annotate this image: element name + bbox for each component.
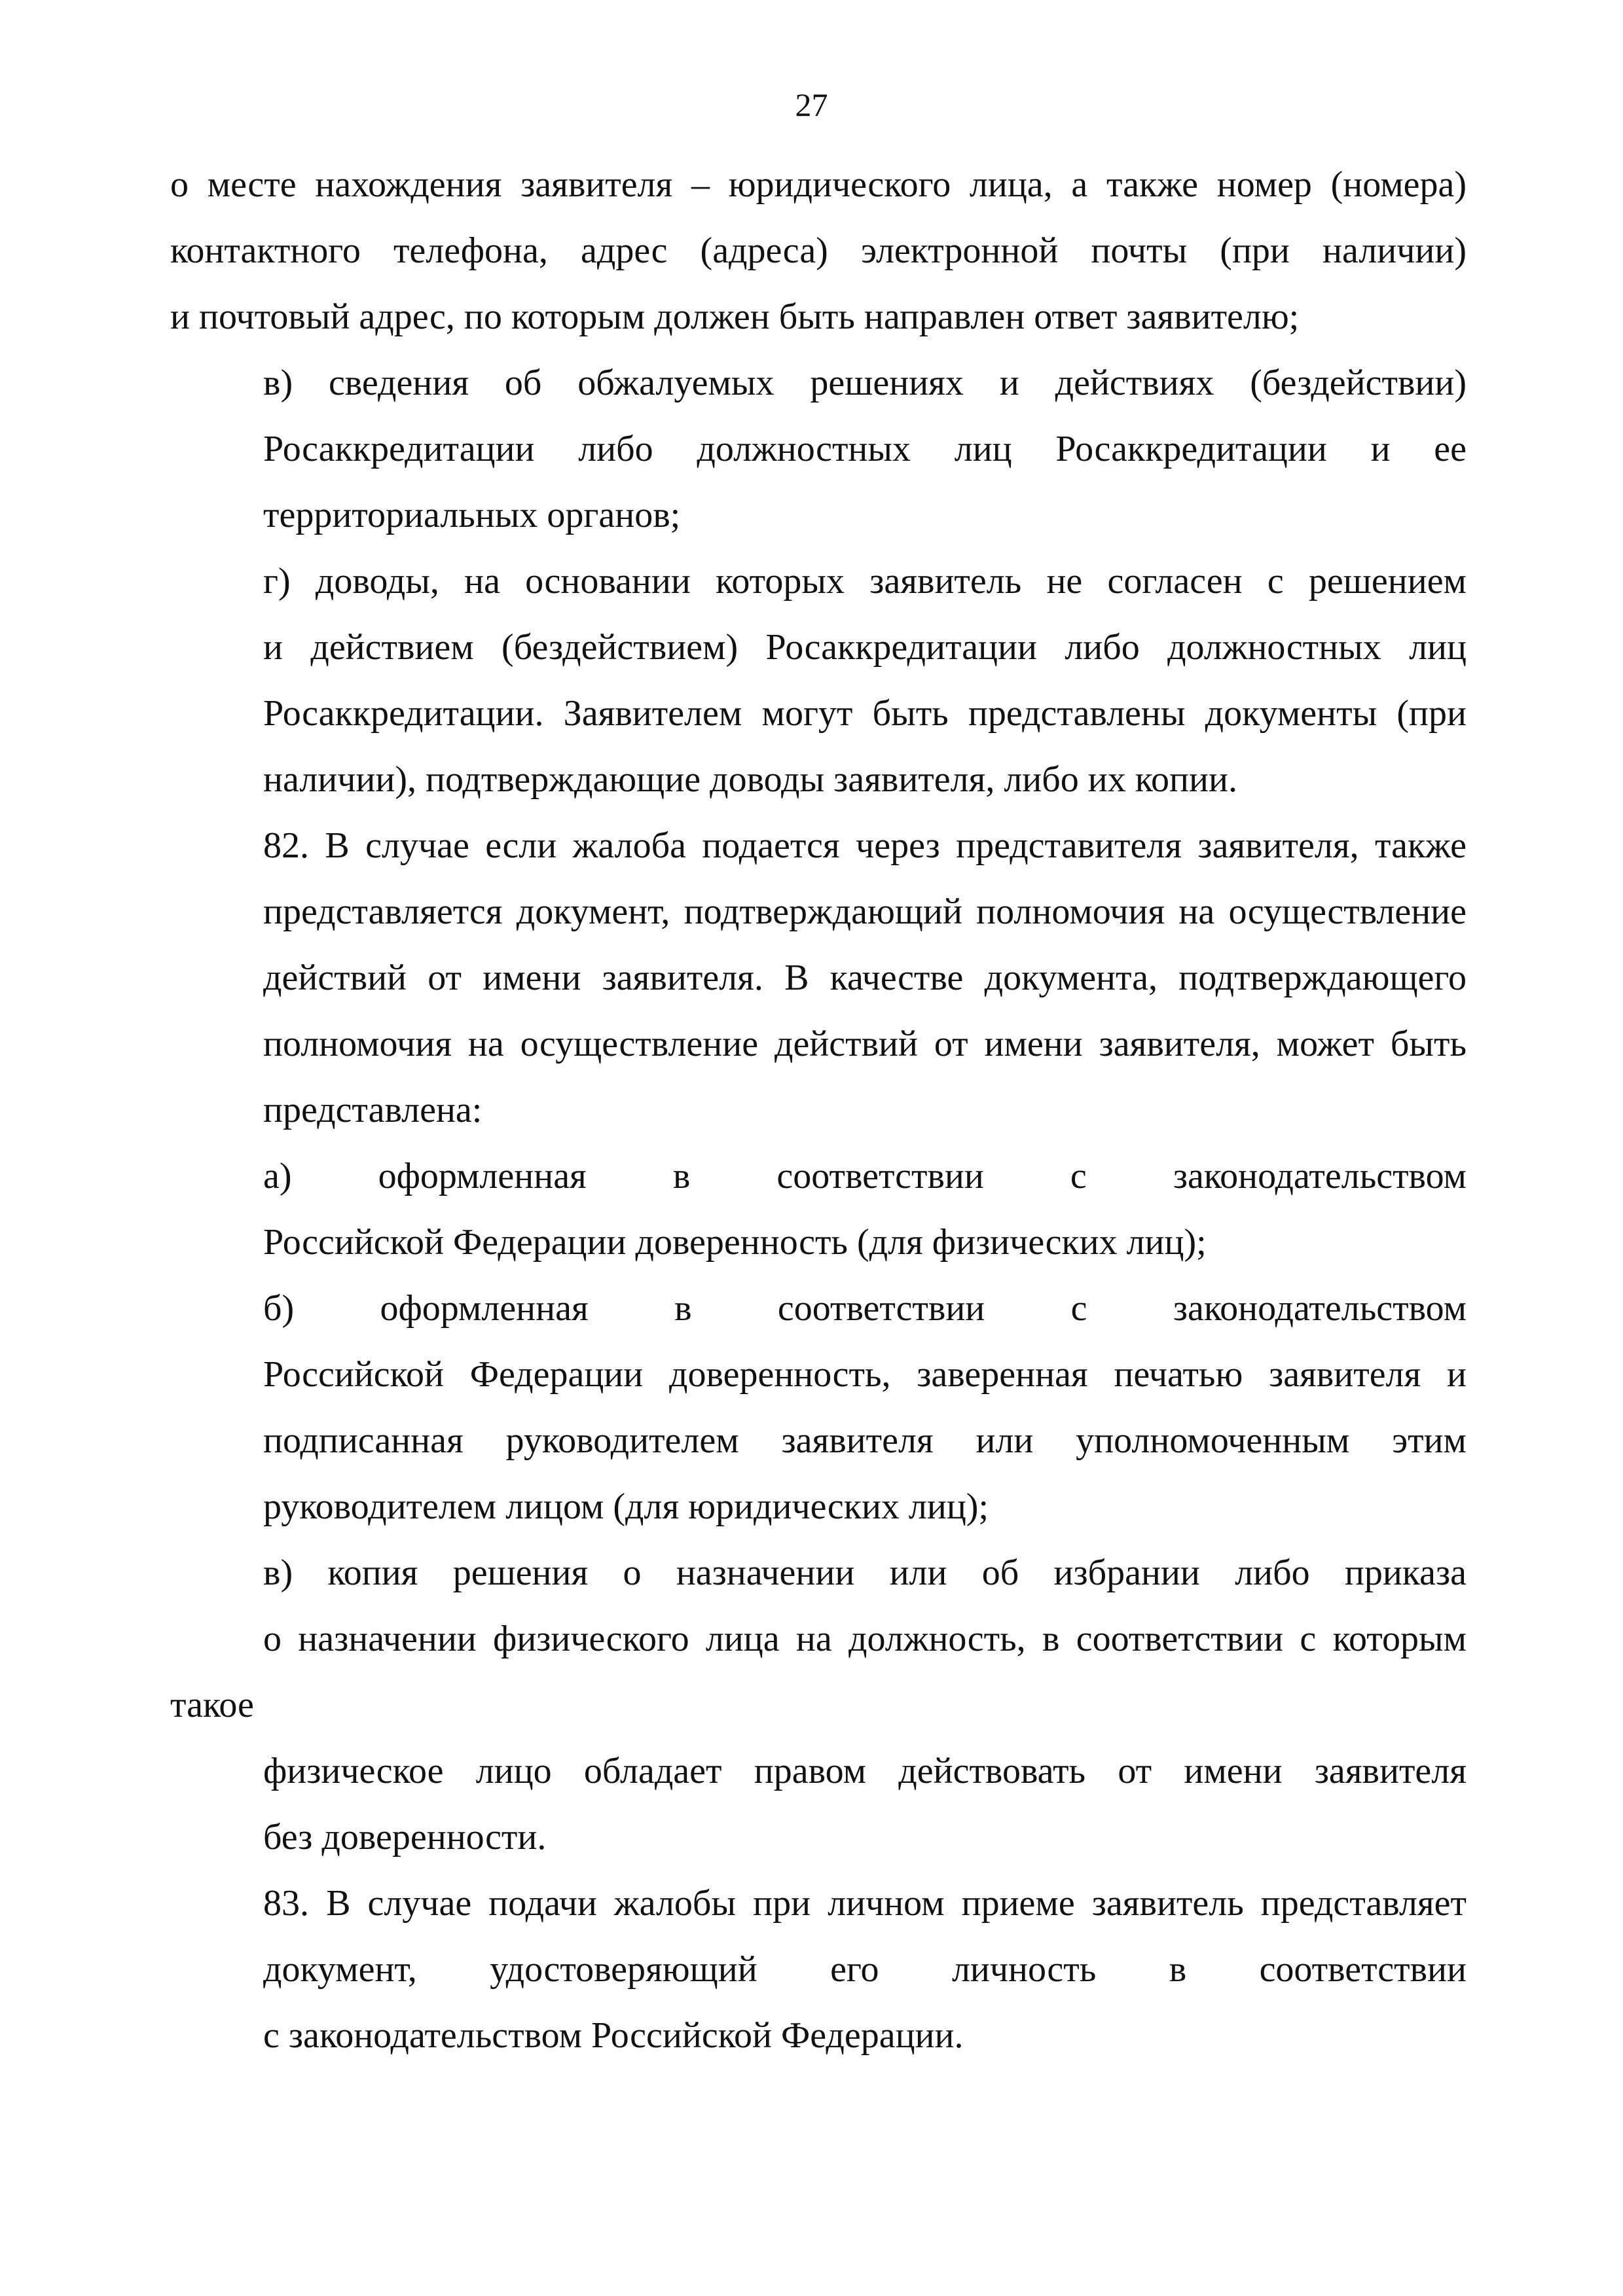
text-line: а) оформленная в соответствии с законодательством	[263, 1156, 1467, 1196]
page-number: 27	[795, 86, 828, 123]
text-line: без доверенности.	[263, 1817, 547, 1857]
text-line: 82. В случае если жалоба подается через представителя заявителя, также	[263, 825, 1467, 866]
text-line: территориальных органов;	[263, 495, 681, 535]
text-line: Российской Федерации доверенность (для физических лиц);	[263, 1222, 1207, 1263]
text-line: подписанная руководителем заявителя или уполномоченным этим	[263, 1420, 1467, 1461]
paragraph-item-a-power-of-attorney	[170, 1143, 1467, 1276]
text-line: физическое лицо обладает правом действовать от имени заявителя	[263, 1751, 1467, 1791]
text-line: руководителем лицом (для юридических лиц);	[263, 1486, 989, 1527]
text-line: полномочия на осуществление действий от имени заявителя, может быть	[263, 1024, 1467, 1064]
text-line: наличии), подтверждающие доводы заявителя, либо их копии.	[263, 759, 1237, 800]
text-line: Росаккредитации либо должностных лиц Росаккредитации и ее	[263, 429, 1467, 469]
text-line: б) оформленная в соответствии с законодательством	[263, 1288, 1467, 1329]
paragraph-82-representative	[170, 813, 1467, 1143]
text-line: с законодательством Российской Федерации.	[263, 2015, 964, 2056]
paragraph-item-b-power-of-attorney	[170, 1276, 1467, 1540]
text-line: контактного телефона, адрес (адреса) электронной почты (при наличии)	[170, 230, 1467, 271]
paragraph-item-v-decisions	[170, 350, 1467, 548]
text-line: документ, удостоверяющий его личность в соответствии	[263, 1949, 1467, 1990]
text-line: и почтовый адрес, по которым должен быть направлен ответ заявителю;	[170, 296, 1300, 337]
text-line: г) доводы, на основании которых заявитель не согласен с решением	[263, 561, 1467, 601]
text-line: в) копия решения о назначении или об избрании либо приказа	[263, 1552, 1467, 1593]
text-line: действий от имени заявителя. В качестве документа, подтверждающего	[263, 958, 1467, 998]
document-body	[170, 152, 1467, 2069]
text-line: о назначении физического лица на должность, в соответствии с которым такое	[170, 1619, 1467, 1725]
text-line: представляется документ, подтверждающий полномочия на осуществление	[263, 891, 1467, 932]
paragraph-83-personal-reception	[170, 1871, 1467, 2069]
text-line: о месте нахождения заявителя – юридического лица, а также номер (номера)	[170, 164, 1467, 205]
paragraph-contact-details	[170, 152, 1467, 350]
text-line: и действием (бездействием) Росаккредитации либо должностных лиц	[263, 627, 1467, 668]
text-line: Росаккредитации. Заявителем могут быть представлены документы (при	[263, 693, 1467, 734]
text-line: 83. В случае подачи жалобы при личном приеме заявитель представляет	[263, 1883, 1467, 1924]
text-line: представлена:	[263, 1090, 483, 1130]
paragraph-item-g-arguments	[170, 548, 1467, 813]
paragraph-item-v-appointment	[170, 1540, 1467, 1871]
text-line: в) сведения об обжалуемых решениях и действиях (бездействии)	[263, 363, 1467, 403]
text-line: Российской Федерации доверенность, заверенная печатью заявителя и	[263, 1354, 1467, 1395]
